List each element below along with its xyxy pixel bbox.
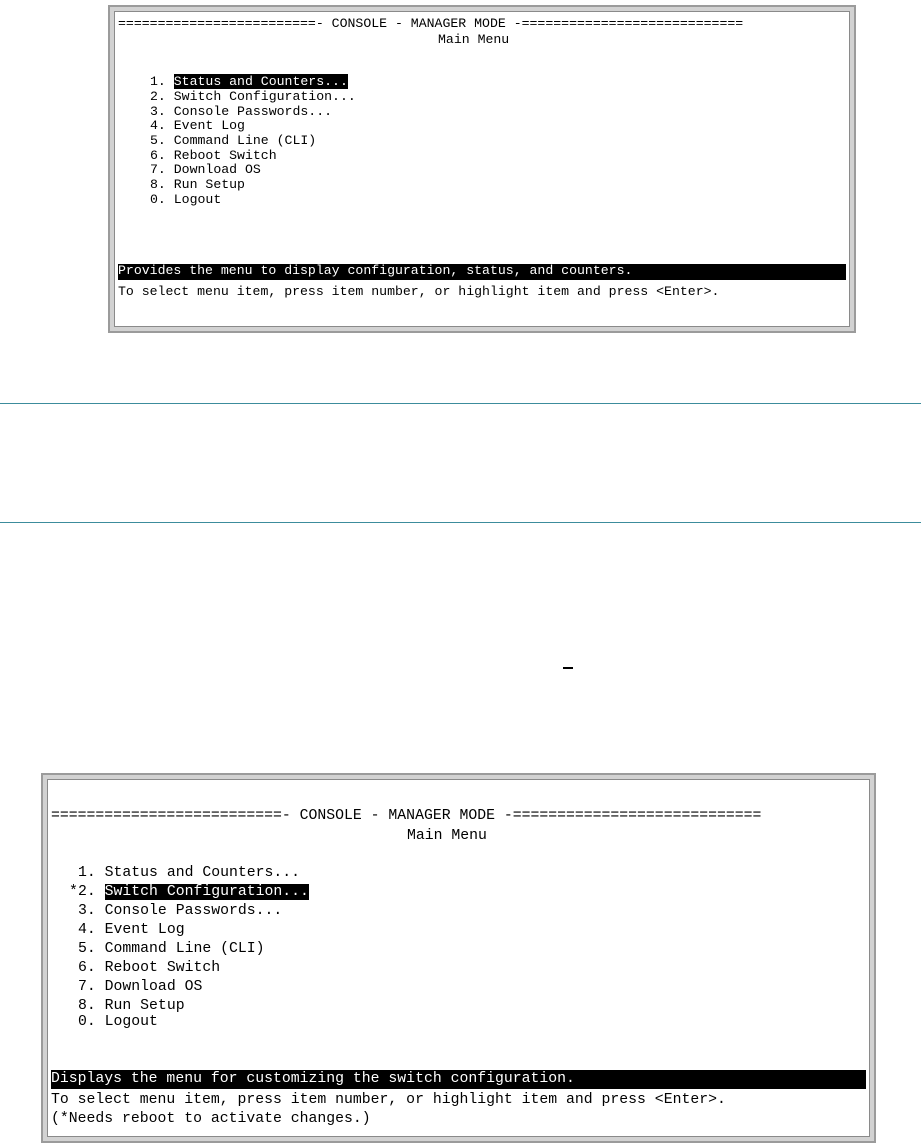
menu-item-label: Status and Counters...: [173, 74, 348, 89]
menu-item-number: 5.: [150, 133, 166, 148]
help-status-bar: Displays the menu for customizing the switch configuration.: [51, 1070, 866, 1089]
divider-bottom: [0, 522, 921, 523]
console-screen-1: [118, 15, 846, 323]
menu-item-label: Event Log: [173, 118, 245, 133]
menu-item-number: 1.: [150, 74, 166, 89]
help-status-bar: Provides the menu to display configuration, status, and counters.: [118, 264, 846, 280]
console-screen-2: [51, 783, 866, 1135]
menu-item-label: Command Line (CLI): [104, 941, 265, 957]
menu-title: Main Menu: [438, 32, 510, 47]
menu-item-status-counters[interactable]: [69, 864, 300, 883]
menu-item-event-log[interactable]: [69, 921, 185, 940]
menu-item-label: Console Passwords...: [104, 903, 283, 919]
menu-item-logout[interactable]: [150, 193, 221, 208]
change-marker: *: [69, 884, 78, 900]
menu-item-number: 7.: [78, 979, 96, 995]
reboot-note: (*Needs reboot to activate changes.): [51, 1111, 371, 1127]
menu-item-switch-configuration[interactable]: [150, 90, 356, 105]
menu-item-label: Run Setup: [173, 177, 245, 192]
menu-item-logout[interactable]: [69, 1013, 158, 1032]
menu-item-label: Switch Configuration...: [173, 89, 356, 104]
menu-item-number: 8.: [150, 177, 166, 192]
menu-item-number: 6.: [78, 960, 96, 976]
instruction-line: To select menu item, press item number, or highlight item and press <Enter>.: [118, 284, 720, 299]
menu-item-label: Reboot Switch: [104, 960, 221, 976]
menu-item-label: Logout: [173, 192, 222, 207]
menu-item-console-passwords[interactable]: [69, 902, 282, 921]
menu-item-number: 1.: [78, 865, 96, 881]
menu-item-command-line[interactable]: [69, 940, 265, 959]
menu-item-label: Download OS: [104, 979, 203, 995]
menu-item-reboot-switch[interactable]: [69, 959, 220, 978]
menu-item-download-os[interactable]: [150, 163, 261, 178]
menu-item-label: Download OS: [173, 162, 261, 177]
divider-top: [0, 403, 921, 404]
instruction-line: To select menu item, press item number, or highlight item and press <Enter>.: [51, 1092, 726, 1108]
menu-title: Main Menu: [407, 828, 487, 844]
menu-item-label: Event Log: [104, 922, 185, 938]
menu-item-number: 4.: [78, 922, 96, 938]
menu-item-label: Reboot Switch: [173, 148, 277, 163]
header-line: ==========================- CONSOLE - MANAGER MODE -============================: [51, 808, 762, 824]
menu-item-number: 0.: [150, 192, 166, 207]
header-line: =========================- CONSOLE - MANAGER MODE -============================: [118, 16, 744, 31]
menu-item-label: Status and Counters...: [104, 865, 301, 881]
menu-item-label: Switch Configuration...: [104, 884, 309, 900]
menu-item-label: Command Line (CLI): [173, 133, 317, 148]
menu-item-number: 2.: [78, 884, 96, 900]
menu-item-switch-configuration[interactable]: [69, 883, 309, 902]
menu-item-label: Console Passwords...: [173, 104, 333, 119]
menu-item-number: 3.: [150, 104, 166, 119]
menu-item-number: 0.: [78, 1014, 96, 1030]
menu-item-number: 8.: [78, 998, 96, 1014]
menu-item-event-log[interactable]: [150, 119, 245, 134]
menu-item-number: 6.: [150, 148, 166, 163]
menu-item-number: 3.: [78, 903, 96, 919]
menu-item-label: Logout: [104, 1014, 158, 1030]
menu-item-number: 4.: [150, 118, 166, 133]
menu-item-number: 7.: [150, 162, 166, 177]
menu-item-number: 2.: [150, 89, 166, 104]
menu-item-run-setup[interactable]: [150, 178, 245, 193]
menu-item-command-line[interactable]: [150, 134, 316, 149]
menu-item-status-counters[interactable]: [150, 75, 348, 90]
text-cursor: [563, 667, 573, 669]
menu-item-download-os[interactable]: [69, 978, 202, 997]
menu-item-label: Run Setup: [104, 998, 185, 1014]
menu-item-number: 5.: [78, 941, 96, 957]
